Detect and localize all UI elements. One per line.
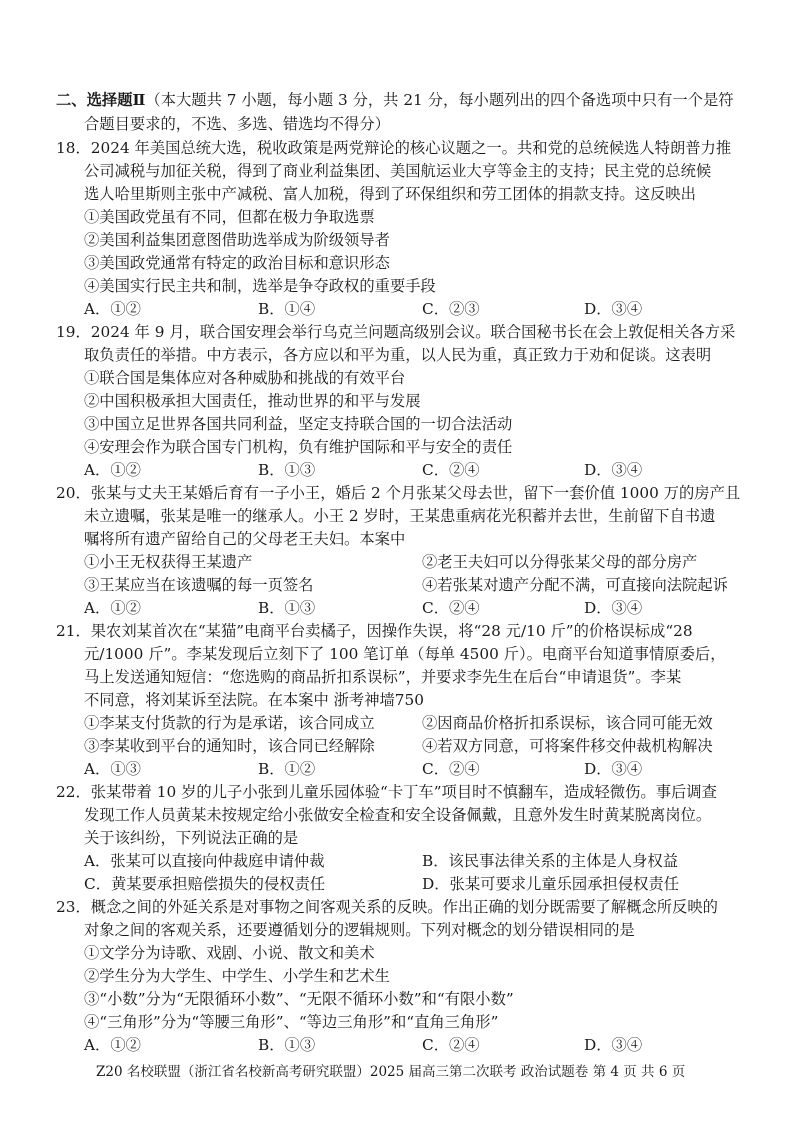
section-heading bbox=[56, 90, 734, 111]
q18-stem: 18．2024 年美国总统大选，税收政策是两党辩论的核心议题之一。共和党的总统候选人特朗普力推 bbox=[56, 139, 732, 157]
q18-option-c[interactable]: C．②③ bbox=[422, 300, 480, 318]
q21-stem: 马上发送通知短信：“您选购的商品折扣系误标”，并要求李先生在后台“申请退货”。李某 bbox=[84, 668, 682, 686]
q22-stem: 关于该纠纷，下列说法正确的是 bbox=[84, 829, 299, 847]
q19-option-b[interactable]: B．①③ bbox=[258, 461, 316, 479]
q20-stem: 嘱将所有遗产留给自己的父母老王夫妇。本案中 bbox=[84, 530, 406, 548]
q20-option-a[interactable]: A．①② bbox=[84, 599, 141, 617]
q18-stem: 公司减税与加征关税，得到了商业利益集团、美国航运业大亨等金主的支持；民主党的总统候 bbox=[84, 162, 712, 180]
q22-option-d[interactable]: D．张某可要求儿童乐园承担侵权责任 bbox=[422, 875, 680, 893]
q18-statement: ①美国政党虽有不同，但都在极力争取选票 bbox=[84, 208, 375, 226]
q23-option-b[interactable]: B．①③ bbox=[258, 1036, 316, 1054]
q19-statement: ③中国立足世界各国共同利益，坚定支持联合国的一切合法活动 bbox=[84, 415, 513, 433]
q18-statement: ②美国利益集团意图借助选举成为阶级领导者 bbox=[84, 231, 390, 249]
q22-option-b[interactable]: B．该民事法律关系的主体是人身权益 bbox=[422, 852, 678, 870]
q18-statement: ③美国政党通常有特定的政治目标和意识形态 bbox=[84, 254, 390, 272]
q19-option-c[interactable]: C．②④ bbox=[422, 461, 480, 479]
q20-statement: ③王某应当在该遗嘱的每一页签名 bbox=[84, 576, 314, 594]
q19-statement: ①联合国是集体应对各种威胁和挑战的有效平台 bbox=[84, 369, 406, 387]
q21-statement: ③李某收到平台的通知时，该合同已经解除 bbox=[84, 737, 375, 755]
q21-stem: 21．果农刘某首次在“某猫”电商平台卖橘子，因操作失误，将“28 元/10 斤”的价格误标成“28 bbox=[56, 622, 693, 640]
q21-statement: ①李某支付货款的行为是承诺，该合同成立 bbox=[84, 714, 375, 732]
q23-statement: ②学生分为大学生、中学生、小学生和艺术生 bbox=[84, 967, 390, 985]
q23-option-c[interactable]: C．②④ bbox=[422, 1036, 480, 1054]
q22-stem: 22．张某带着 10 岁的儿子小张到儿童乐园体验“卡丁车”项目时不慎翻车，造成轻微伤。事后调查 bbox=[56, 783, 717, 801]
q21-option-d[interactable]: D．③④ bbox=[584, 760, 643, 778]
section-title: 二、选择题Ⅱ bbox=[56, 91, 146, 109]
q20-stem: 未立遗嘱，张某是唯一的继承人。小王 2 岁时，王某患重病花光积蓄并去世，生前留下自书遗 bbox=[84, 507, 716, 525]
q19-option-a[interactable]: A．①② bbox=[84, 461, 141, 479]
q23-statement: ④“三角形”分为“等腰三角形”、“等边三角形”和“直角三角形” bbox=[84, 1013, 499, 1031]
q23-option-a[interactable]: A．①② bbox=[84, 1036, 141, 1054]
q23-option-d[interactable]: D．③④ bbox=[584, 1036, 643, 1054]
q23-stem: 对象之间的客观关系，还要遵循划分的逻辑规则。下列对概念的划分错误相同的是 bbox=[84, 921, 635, 939]
q19-stem: 取负责任的举措。中方表示，各方应以和平为重，以人民为重，真正致力于劝和促谈。这表明 bbox=[84, 346, 712, 364]
q18-stem: 选人哈里斯则主张中产减税、富人加税，得到了环保组织和劳工团体的捐款支持。这反映出 bbox=[84, 185, 696, 203]
q19-stem: 19．2024 年 9 月，联合国安理会举行乌克兰问题高级别会议。联合国秘书长在会上敦促相关各方采 bbox=[56, 323, 736, 341]
q22-stem: 发现工作人员黄某未按规定给小张做安全检查和安全设备佩戴，且意外发生时黄某脱离岗位。 bbox=[84, 806, 712, 824]
section-instructions-cont: 合题目要求的，不选、多选、错选均不得分） bbox=[84, 115, 390, 133]
q18-option-b[interactable]: B．①④ bbox=[258, 300, 316, 318]
q20-statement: ④若张某对遗产分配不满，可直接向法院起诉 bbox=[422, 576, 728, 594]
q23-stem: 23．概念之间的外延关系是对事物之间客观关系的反映。作出正确的划分既需要了解概念所反映的 bbox=[56, 898, 718, 916]
q21-stem: 不同意，将刘某诉至法院。在本案中 浙考神墙750 bbox=[84, 691, 424, 709]
q20-option-c[interactable]: C．②④ bbox=[422, 599, 480, 617]
q19-option-d[interactable]: D．③④ bbox=[584, 461, 643, 479]
q18-option-d[interactable]: D．③④ bbox=[584, 300, 643, 318]
page-footer: Z20 名校联盟（浙江省名校新高考研究联盟）2025 届高三第二次联考 政治试题卷 第 4 页 共 6 页 bbox=[96, 1064, 686, 1080]
q20-stem: 20．张某与丈夫王某婚后育有一子小王，婚后 2 个月张某父母去世，留下一套价值 1000 万的房产且 bbox=[56, 484, 741, 502]
q23-statement: ①文学分为诗歌、戏剧、小说、散文和美术 bbox=[84, 944, 375, 962]
q22-option-a[interactable]: A．张某可以直接向仲裁庭申请仲裁 bbox=[84, 852, 325, 870]
q21-statement: ④若双方同意，可将案件移交仲裁机构解决 bbox=[422, 737, 713, 755]
q22-option-c[interactable]: C．黄某要承担赔偿损失的侵权责任 bbox=[84, 875, 326, 893]
q20-option-d[interactable]: D．③④ bbox=[584, 599, 643, 617]
q19-statement: ④安理会作为联合国专门机构，负有维护国际和平与安全的责任 bbox=[84, 438, 513, 456]
q21-option-c[interactable]: C．②④ bbox=[422, 760, 480, 778]
section-instructions: （本大题共 7 小题，每小题 3 分，共 21 分，每小题列出的四个备选项中只有一个是符 bbox=[145, 91, 734, 109]
q20-option-b[interactable]: B．①③ bbox=[258, 599, 316, 617]
q18-option-a[interactable]: A．①② bbox=[84, 300, 141, 318]
q18-statement: ④美国实行民主共和制，选举是争夺政权的重要手段 bbox=[84, 277, 436, 295]
q21-option-a[interactable]: A．①③ bbox=[84, 760, 141, 778]
q21-option-b[interactable]: B．①② bbox=[258, 760, 316, 778]
q20-statement: ①小王无权获得王某遗产 bbox=[84, 553, 253, 571]
q23-statement: ③“小数”分为“无限循环小数”、“无限不循环小数”和“有限小数” bbox=[84, 990, 514, 1008]
q19-statement: ②中国积极承担大国责任，推动世界的和平与发展 bbox=[84, 392, 421, 410]
q21-stem: 元/1000 斤”。李某发现后立刻下了 100 笔订单（每单 4500 斤）。电商平台知道事情原委后， bbox=[84, 645, 726, 663]
q21-statement: ②因商品价格折扣系误标，该合同可能无效 bbox=[422, 714, 713, 732]
q20-statement: ②老王夫妇可以分得张某父母的部分房产 bbox=[422, 553, 698, 571]
